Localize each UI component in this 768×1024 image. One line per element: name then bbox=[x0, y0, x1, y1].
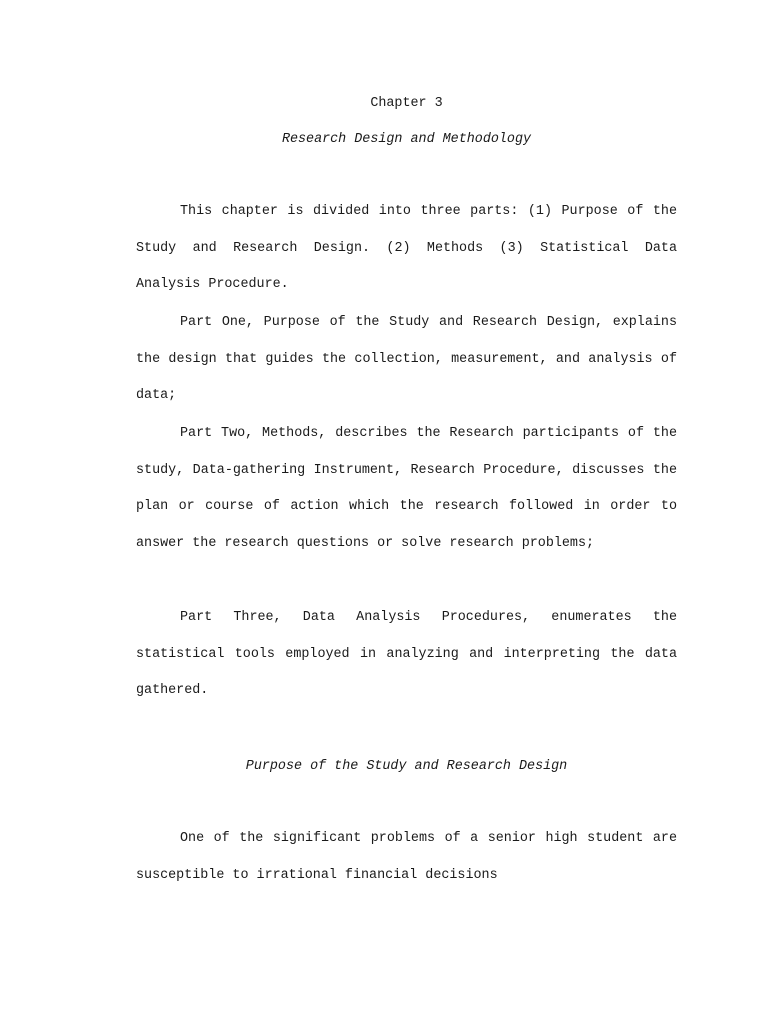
paragraph-intro: This chapter is divided into three parts: (1) Purpose of the Study and Research Design. (2) Methods (3) Statistical Data Analysis Procedure. bbox=[136, 204, 677, 293]
chapter-subtitle: Research Design and Methodology bbox=[281, 132, 532, 147]
paragraph-part-one: Part One, Purpose of the Study and Research Design, explains the design that guides the collection, measurement, and analysis of data; bbox=[136, 315, 677, 404]
paragraph-part-three: Part Three, Data Analysis Procedures, enumerates the statistical tools employed in analyzing and interpreting the data gathered. bbox=[136, 610, 677, 699]
paragraph-section-body: One of the significant problems of a senior high student are susceptible to irrational financial decisions bbox=[136, 831, 677, 883]
chapter-title: Chapter 3 bbox=[370, 96, 443, 111]
section-heading: Purpose of the Study and Research Design bbox=[245, 759, 568, 774]
paragraph-part-two: Part Two, Methods, describes the Research participants of the study, Data-gathering Instrument, Research Procedure, discusses the plan or course of action which the research followed in order to answer the research questions or solve research problems; bbox=[136, 426, 677, 552]
